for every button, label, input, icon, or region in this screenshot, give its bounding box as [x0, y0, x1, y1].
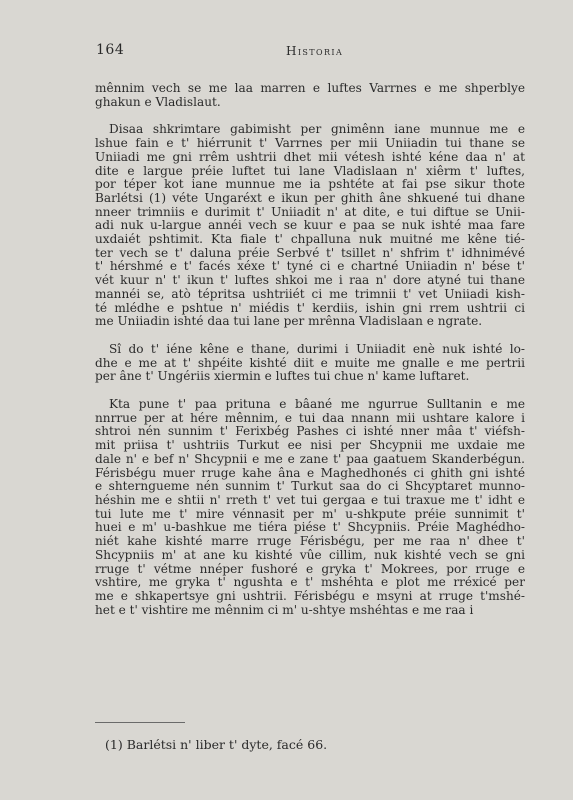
footnote-marker: (1): [105, 737, 123, 752]
text-line: Sî do t' iéne kêne e thane, durimi i Uniiadit enè nuk ishté lo-: [109, 342, 525, 356]
text-line: niét kahe kishté marre rruge Férisbégu, per me raa n' dhee t': [95, 535, 525, 549]
text-line: Uniiadi me gni rrêm ushtrii dhet mii vétesh ishté kéne daa n' at: [95, 150, 525, 164]
text-line: vshtire, me gryka t' ngushta e t' mshéhta e plot me rréxicé per: [95, 576, 525, 590]
text-line: mannéi se, atò tépritsa ushtriiét ci me trimnii t' vet Uniiadi kish-: [95, 287, 525, 301]
text-line: héshin me e shtii n' rreth t' vet tui gergaa e tui traxue me t' idht e: [95, 493, 525, 507]
running-head: Historia: [286, 44, 344, 58]
footnote-text: Barlétsi n' liber t' dyte, facé 66.: [126, 737, 328, 752]
text-line: rruge t' vétme nnéper fushoré e gryka t' Mokrees, por rruge e: [95, 562, 525, 576]
text-line: Férisbégu muer rruge kahe âna e Maghedhonés ci ghith gni ishté: [95, 466, 525, 480]
footnote-rule: [95, 722, 185, 723]
footnote: [105, 737, 327, 752]
page-number: 164: [96, 42, 125, 58]
text-line: té mlédhe e pshtue n' miédis t' kerdiis, ishin gni rrem ushtrii ci: [95, 301, 525, 315]
paragraph: [95, 82, 525, 109]
text-line: het e t' vishtire me mênnim ci m' u-shtye mshéhtas e me raa i: [95, 603, 474, 617]
text-line: nneer trimniis e durimit t' Uniiadit n' at dite, e tui diftue se Unii-: [95, 205, 525, 219]
paragraph: [95, 123, 525, 329]
text-line: lshue fain e t' hiérrunit t' Varrnes per mii Uniiadin tui thane se: [95, 137, 525, 151]
text-line: ghakun e Vladislaut.: [95, 95, 221, 109]
text-line: me e shkapertsye gni ushtrii. Férisbégu e msyni at rruge t'mshé-: [95, 589, 525, 603]
page-header: [96, 42, 516, 62]
text-line: Barlétsi (1) véte Ungaréxt e ikun per ghith âne shkuené tui dhane: [95, 191, 525, 205]
text-line: e shterngueme nén sunnim t' Turkut saa do ci Shcyptaret munno-: [95, 480, 525, 494]
text-line: uxdaiét pshtimit. Kta fiale t' chpalluna nuk muitné me kêne tié-: [95, 233, 525, 247]
text-line: mênnim vech se me laa marren e luftes Varrnes e me shperblye: [95, 82, 525, 95]
text-line: Disaa shkrimtare gabimisht per gnimênn iane munnue me e: [109, 123, 525, 137]
text-line: dhe e me at t' shpéite kishté diit e muite me gnalle e me pertrii: [95, 356, 525, 370]
text-line: shtroi nén sunnim t' Ferixbég Pashes ci ishté nner mâa t' viéfsh-: [95, 425, 525, 439]
paragraph: [95, 343, 525, 384]
paragraph: [95, 398, 525, 617]
text-line: Shcypniis m' at ane ku kishté vûe cillim, nuk kishté vech se gni: [95, 548, 525, 562]
text-line: per âne t' Ungériis xiermin e luftes tui chue n' kame luftaret.: [95, 370, 470, 384]
body-text: [95, 82, 525, 631]
text-line: nnrrue per at hére mênnim, e tui daa nnann mii ushtare kalore i: [95, 411, 525, 425]
text-line: ter vech se t' daluna préie Serbvé t' tsillet n' shfrim t' idhnimévé: [95, 246, 525, 260]
text-line: dale n' e bef n' Shcypnii e me e zane t' paa gaatuem Skanderbégun.: [95, 452, 525, 466]
text-line: vét kuur n' t' ikun t' luftes shkoi me i raa n' dore atyné tui thane: [95, 274, 525, 288]
text-line: huei e m' u-bashkue me tiéra piése t' Shcypniis. Préie Maghédho-: [95, 521, 525, 535]
text-line: Kta pune t' paa prituna e bâané me ngurrue Sulltanin e me: [109, 398, 525, 412]
text-line: por téper kot iane munnue me ia pshtéte at fai pse sikur thote: [95, 178, 525, 192]
text-line: dite e largue préie luftet tui lane Vladislaan n' xiêrm t' luftes,: [95, 164, 525, 178]
text-line: t' hérshmé e t' facés xéxe t' tyné ci e chartné Uniiadin n' bése t': [95, 260, 525, 274]
text-line: me Uniiadin ishté daa tui lane per mrênna Vladislaan e ngrate.: [95, 315, 483, 329]
text-line: adi nuk u-largue annéi vech se kuur e paa se nuk ishté maa fare: [95, 219, 525, 233]
text-line: mit priisa t' ushtriis Turkut ee nisi per Shcypnii me uxdaie me: [95, 439, 525, 453]
text-line: tui lute me t' mire vénnasit per m' u-shkpute préie sunnimit t': [95, 507, 525, 521]
